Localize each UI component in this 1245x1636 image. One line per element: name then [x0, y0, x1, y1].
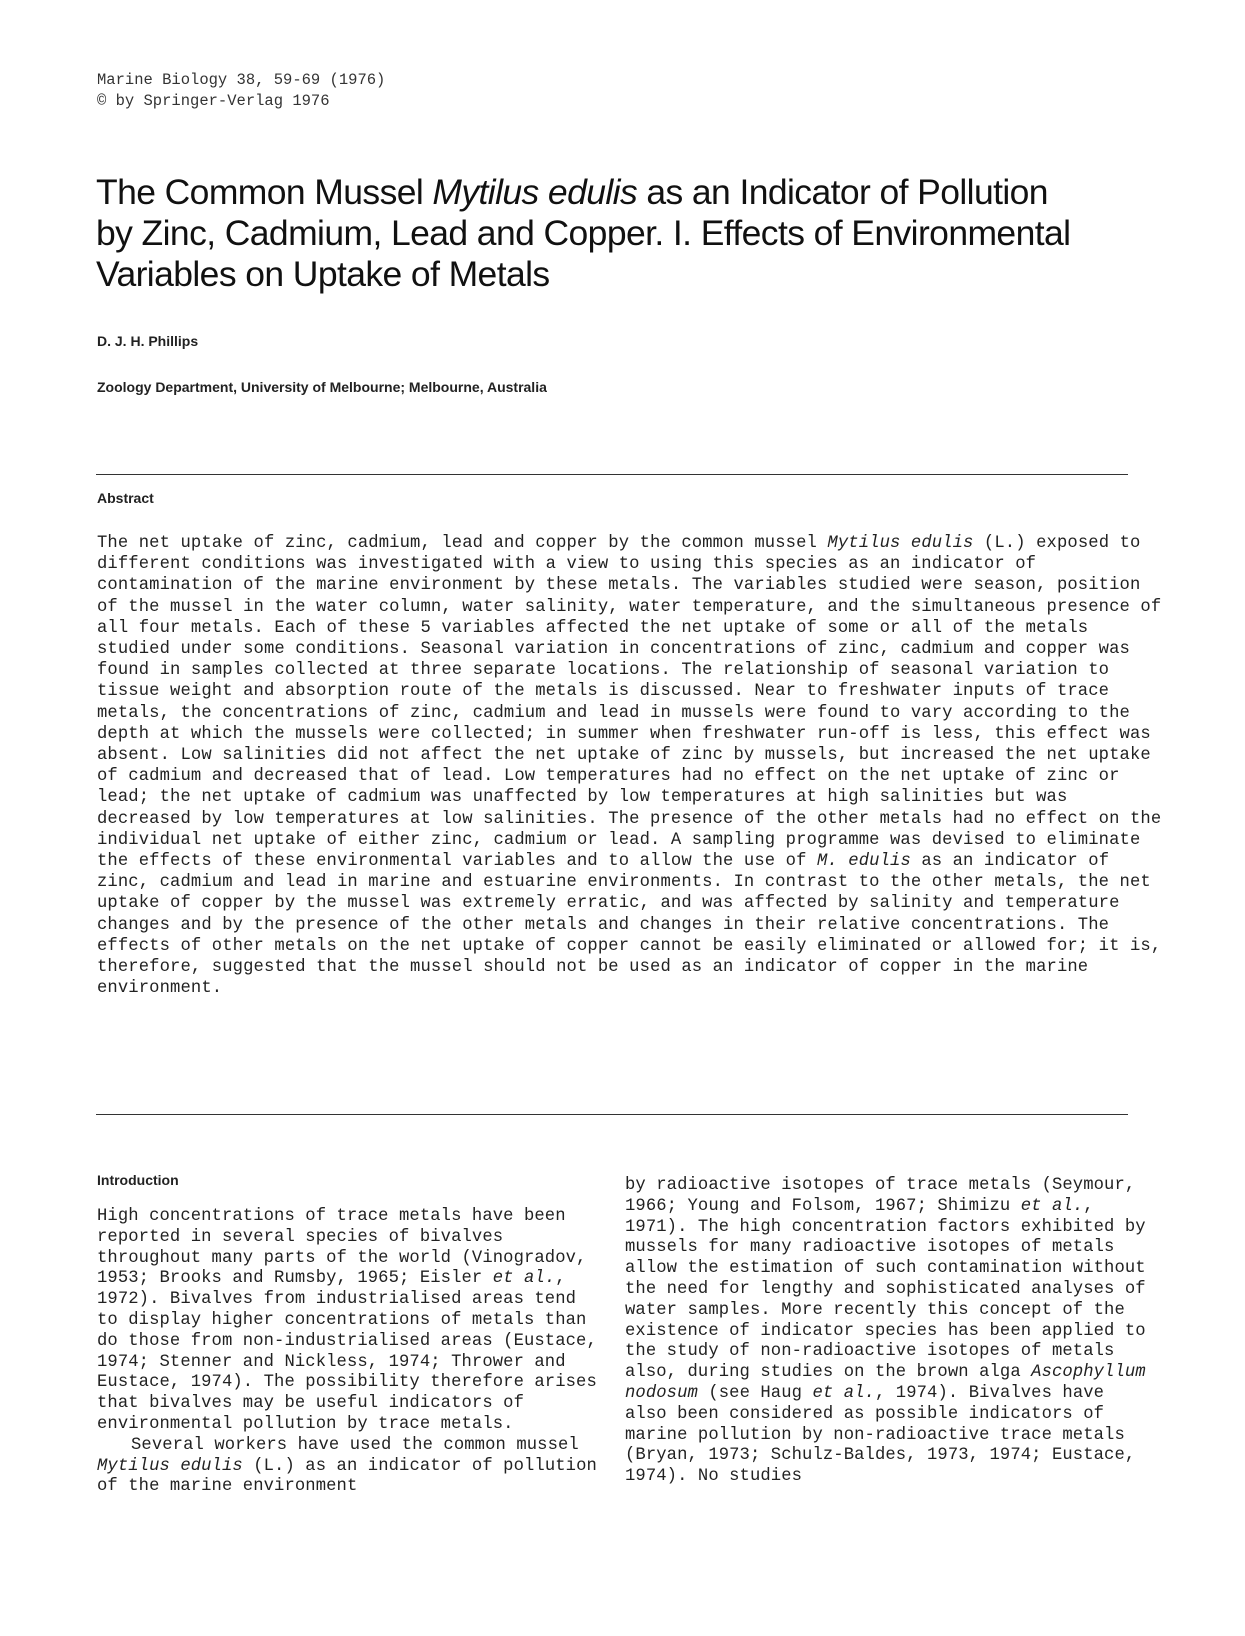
abstract-body: The net uptake of zinc, cadmium, lead and copper by the common mussel Mytilus edulis (L.) exposed to different conditions was investigated with a view to using this species as an indicator of contamination of the marine environment by these metals. The variables studied were season, position of the mussel in the water column, water salinity, water temperature, and the simultaneous presence of all four metals. Each of these 5 variables affected the net uptake of some or all of the metals studied under some conditions. Seasonal variation in concentrations of zinc, cadmium and copper was found in samples collected at three separate locations. The relationship of seasonal variation to tissue weight and absorption route of the metals is discussed. Near to freshwater inputs of trace metals, the concentrations of zinc, cadmium and lead in mussels were found to vary according to the depth at which the mussels were collected; in summer when freshwater run-off is less, this effect was absent. Low salinities did not affect the net uptake of zinc by mussels, but increased the net uptake of cadmium and decreased that of lead. Low temperatures had no effect on the net uptake of zinc or lead; the net uptake of cadmium was unaffected by low temperatures at high salinities but was decreased by low temperatures at low salinities. The presence of the other metals had no effect on the individual net uptake of either zinc, cadmium or lead. A sampling programme was devised to eliminate the effects of these environmental variables and to allow the use of M. edulis as an indicator of zinc, cadmium and lead in marine and estuarine environments. In contrast to the other metals, the net uptake of copper by the mussel was extremely erratic, and was affected by salinity and temperature changes and by the presence of the other metals and changes in their relative concentrations. The effects of other metals on the net uptake of copper cannot be easily eliminated or allowed for; it is, therefore, suggested that the mussel should not be used as an indicator of copper in the marine environment. [97, 534, 1162, 999]
author-affiliation: Zoology Department, University of Melbourne; Melbourne, Australia [97, 379, 547, 395]
abstract-top-divider [96, 474, 1128, 475]
abstract-bottom-divider [96, 1114, 1128, 1115]
introduction-left-column: High concentrations of trace metals have been reported in several species of bivalves throughout many parts of the world (Vinogradov, 1953; Brooks and Rumsby, 1965; Eisler et al., 1972). Bivalves from industrialised areas tend to display higher concentrations of metals than do those from non-industrialised areas (Eustace, 1974; Stenner and Nickless, 1974; Thrower and Eustace, 1974). The possibility therefore arises that bivalves may be useful indicators of environmental pollution by trace metals. Several workers have used the common mussel Mytilus edulis (L.) as an indicator of pollution of the marine environment [97, 1207, 597, 1497]
author-name: D. J. H. Phillips [97, 333, 199, 349]
journal-citation: Marine Biology 38, 59-69 (1976) [97, 71, 386, 89]
introduction-heading: Introduction [97, 1172, 179, 1188]
copyright-notice: © by Springer-Verlag 1976 [97, 92, 330, 110]
title-species-name: Mytilus edulis [432, 172, 638, 212]
paper-title: The Common Mussel Mytilus edulis as an Indicator of Pollution by Zinc, Cadmium, Lead and Copper. I. Effects of Environmental Variables on Uptake of Metals [96, 172, 1071, 294]
abstract-heading: Abstract [97, 490, 154, 506]
introduction-right-column: by radioactive isotopes of trace metals (Seymour, 1966; Young and Folsom, 1967; Shimizu et al., 1971). The high concentration factors exhibited by mussels for many radioactive isotopes of metals allow the estimation of such contamination without the need for lengthy and sophisticated analyses of water samples. More recently this concept of the existence of indicator species has been applied to the study of non-radioactive isotopes of metals also, during studies on the brown alga Ascophyllum nodosum (see Haug et al., 1974). Bivalves have also been considered as possible indicators of marine pollution by non-radioactive trace metals (Bryan, 1973; Schulz-Baldes, 1973, 1974; Eustace, 1974). No studies [625, 1176, 1146, 1487]
journal-header [97, 70, 385, 112]
